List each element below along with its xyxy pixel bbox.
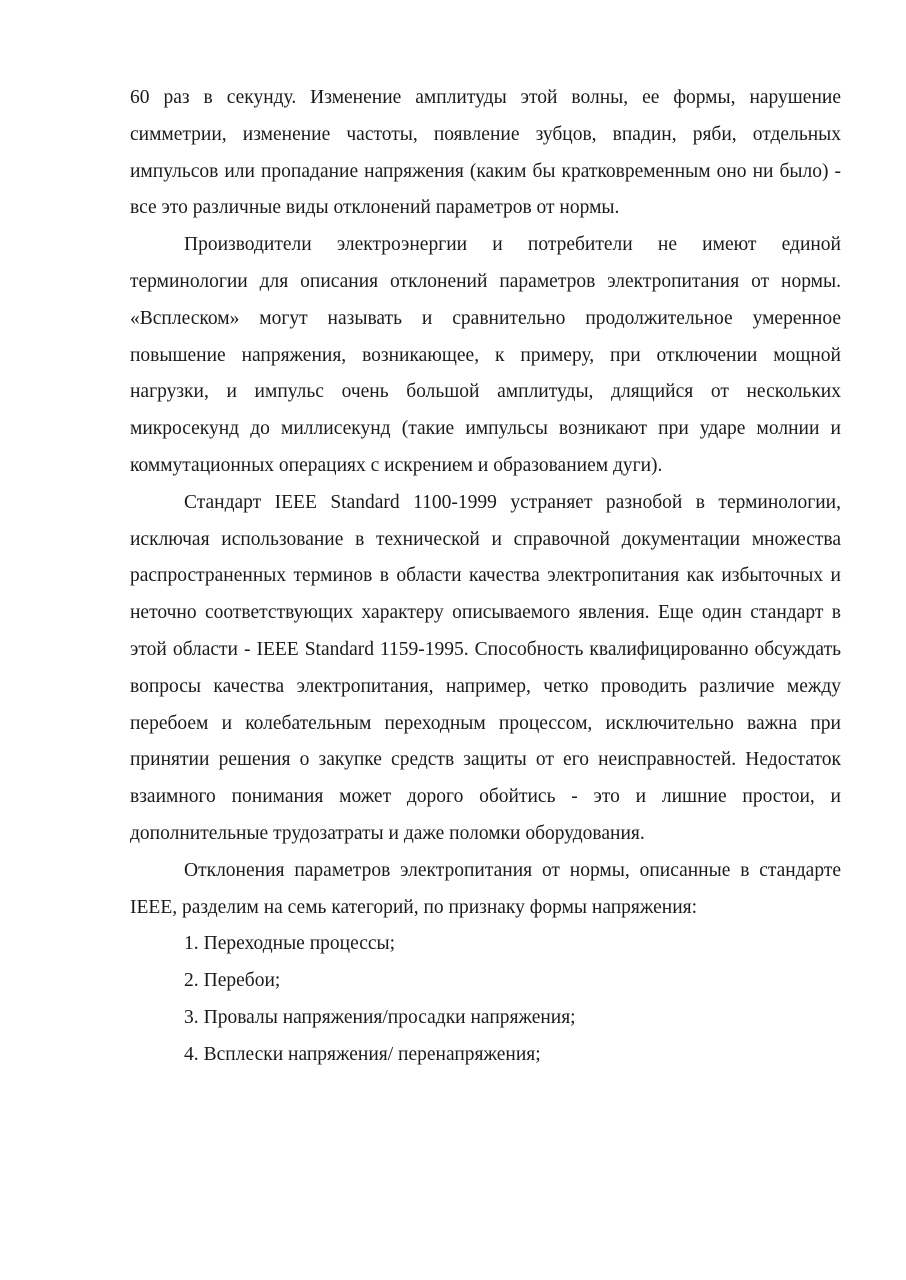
paragraph-1: 60 раз в секунду. Изменение амплитуды этой волны, ее формы, нарушение симметрии, изменение частоты, появление зубцов, впадин, ряби, отдельных импульсов или пропадание напряжения (каким бы кратковременным оно ни было) - все это различные виды отклонений параметров от нормы. (130, 87, 841, 219)
list-item-number: 2. (184, 970, 199, 992)
list-item (130, 926, 841, 963)
list-item-text: Всплески напряжения/ перенапряжения; (203, 1043, 541, 1065)
list-item-number: 4. (184, 1043, 199, 1065)
document-body (130, 80, 841, 1074)
list-item-text: Перебои; (203, 970, 281, 992)
list-item (130, 1000, 841, 1037)
paragraph-2: Производители электроэнергии и потребители не имеют единой терминологии для описания отклонений параметров электропитания от нормы. «Всплеском» могут называть и сравнительно продолжительное умеренное повышение напряжения, возникающее, к примеру, при отключении мощной нагрузки, и импульс очень большой амплитуды, длящийся от нескольких микросекунд до миллисекунд (такие импульсы возникают при ударе молнии и коммутационных операциях с искрением и образованием дуги). (130, 234, 841, 476)
paragraph-4: Отклонения параметров электропитания от нормы, описанные в стандарте IEEE, разделим на семь категорий, по признаку формы напряжения: (130, 859, 841, 918)
paragraph-3: Стандарт IEEE Standard 1100-1999 устраняет разнобой в терминологии, исключая использование в технической и справочной документации множества распространенных терминов в области качества электропитания как избыточных и неточно соответствующих характеру описываемого явления. Еще один стандарт в этой области - IEEE Standard 1159-1995. Способность квалифицированно обсуждать вопросы качества электропитания, например, четко проводить различие между перебоем и колебательным переходным процессом, исключительно важна при принятии решения о закупке средств защиты от его неисправностей. Недостаток взаимного понимания может дорого обойтись - это и лишние простои, и дополнительные трудозатраты и даже поломки оборудования. (130, 491, 841, 844)
list-item (130, 963, 841, 1000)
category-list (130, 926, 841, 1073)
list-item-text: Провалы напряжения/просадки напряжения; (203, 1006, 576, 1028)
list-item-number: 3. (184, 1006, 199, 1028)
list-item-text: Переходные процессы; (203, 933, 396, 955)
list-item-number: 1. (184, 933, 199, 955)
list-item (130, 1037, 841, 1074)
